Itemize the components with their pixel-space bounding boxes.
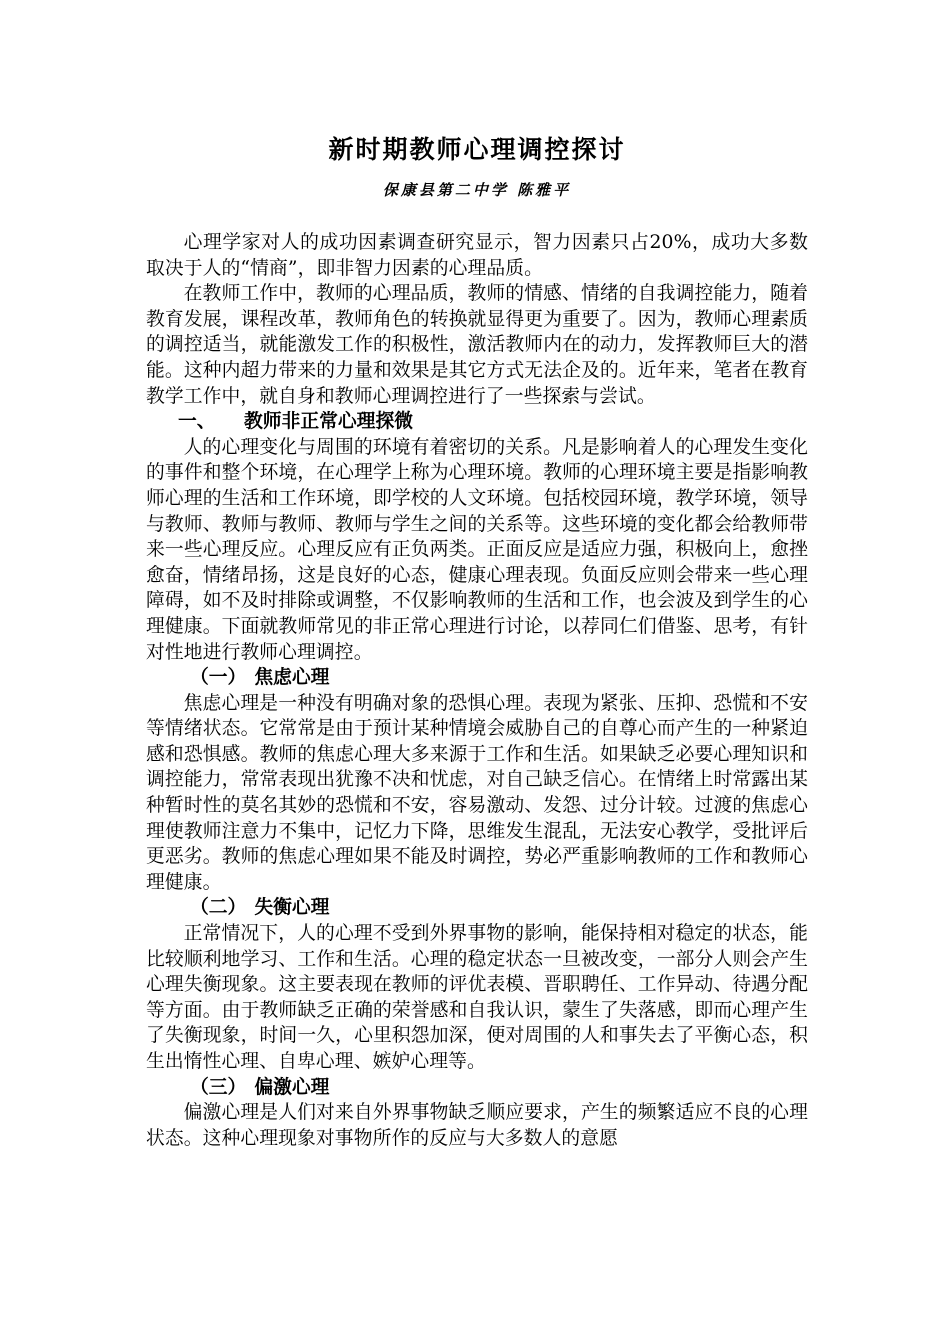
subsection-1-paragraph: 焦虑心理是一种没有明确对象的恐惧心理。表现为紧张、压抑、恐慌和不安等情绪状态。它常常是由于预计某种情境会威胁自己的自尊心而产生的一种紧迫感和恐惧感。教师的焦虑心理大多来源于工作和生活。如果缺乏必要心理知识和调控能力，常常表现出犹豫不决和忧虑，对自己缺乏信心。在情绪上时常露出某种暂时性的莫名其妙的恐慌和不安，容易激动、发怨、过分计较。过渡的焦虑心理使教师注意力不集中，记忆力下降，思维发生混乱，无法安心教学，受批评后更恶劣。教师的焦虑心理如果不能及时调控，势必严重影响教师的工作和教师心理健康。 [146,692,808,893]
subsection-heading-text: 失衡心理 [254,897,330,919]
subsection-number: （二） [190,897,247,919]
section-heading-1 [146,409,808,435]
subsection-3-paragraph: 偏激心理是人们对来自外界事物缺乏顺应要求，产生的频繁适应不良的心理状态。这种心理现象对事物所作的反应与大多数人的意愿 [146,1102,808,1149]
section-heading-text: 教师非正常心理探微 [244,411,414,433]
subsection-2-paragraph: 正常情况下，人的心理不受到外界事物的影响，能保持相对稳定的状态，能比较顺利地学习、工作和生活。心理的稳定状态一旦被改变，一部分人则会产生心理失衡现象。这主要表现在教师的评优表模、晋职聘任、工作异动、待遇分配等方面。由于教师缺乏正确的荣誉感和自我认识，蒙生了失落感，即而心理产生了失衡现象，时间一久，心里积怨加深，便对周围的人和事失去了平衡心态，积生出惰性心理、自卑心理、嫉妒心理等。 [146,923,808,1072]
subsection-heading-text: 偏激心理 [254,1076,330,1098]
document-page [146,132,808,1151]
document-author: 保康县第二中学 陈雅平 [382,181,572,199]
intro-paragraph-1: 心理学家对人的成功因素调查研究显示，智力因素只占20%，成功大多数取决于人的“情商”，即非智力因素的心理品质。 [146,232,808,279]
subsection-heading-2 [146,895,808,921]
intro-paragraph-2: 在教师工作中，教师的心理品质，教师的情感、情绪的自我调控能力，随着教育发展，课程改革，教师角色的转换就显得更为重要了。因为，教师心理素质的调控适当，就能激发工作的积极性，激活教师内在的动力，发挥教师巨大的潜能。这种内超力带来的力量和效果是其它方式无法企及的。近年来，笔者在教育教学工作中，就自身和教师心理调控进行了一些探索与尝试。 [146,283,808,407]
subsection-heading-text: 焦虑心理 [254,667,330,689]
section-1-paragraph: 人的心理变化与周围的环境有着密切的关系。凡是影响着人的心理发生变化的事件和整个环境，在心理学上称为心理环境。教师的心理环境主要是指影响教师心理的生活和工作环境，即学校的人文环境。包括校园环境，教学环境，领导与教师、教师与教师、教师与学生之间的关系等。这些环境的变化都会给教师带来一些心理反应。心理反应有正负两类。正面反应是适应力强，积极向上，愈挫愈奋，情绪昂扬，这是良好的心态，健康心理表现。负面反应则会带来一些心理障碍，如不及时排除或调整，不仅影响教师的生活和工作，也会波及到学生的心理健康。下面就教师常见的非正常心理进行讨论，以荐同仁们借鉴、思考，有针对性地进行教师心理调控。 [146,436,808,663]
subsection-heading-1 [146,665,808,691]
subsection-heading-3 [146,1075,808,1101]
subsection-number: （一） [190,667,247,689]
section-number: 一、 [178,411,216,433]
subsection-number: （三） [190,1076,247,1098]
document-title: 新时期教师心理调控探讨 [328,135,626,164]
